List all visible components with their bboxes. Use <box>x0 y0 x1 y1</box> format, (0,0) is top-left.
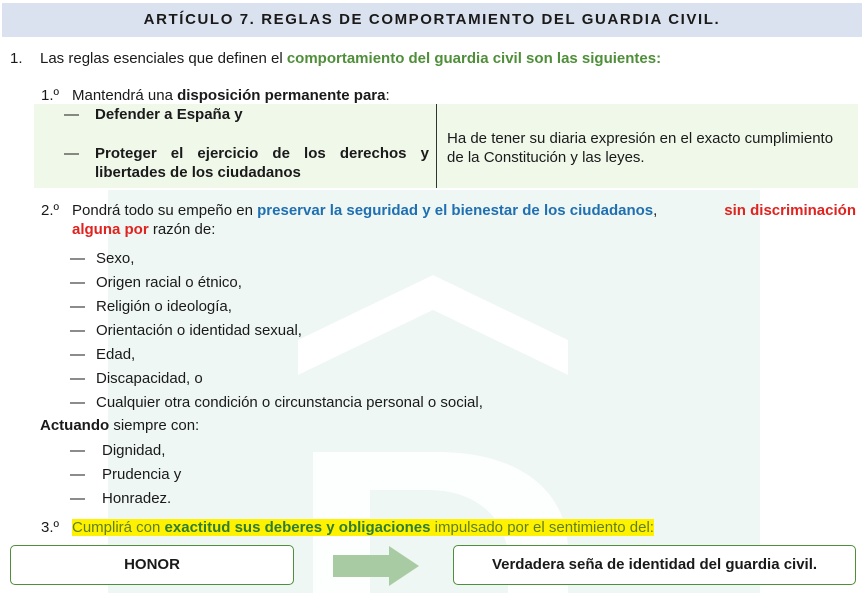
rule3-t3: del: <box>625 519 654 536</box>
value-item: — Dignidad, <box>70 442 166 459</box>
rule1-item-2: Proteger el ejercicio de los derechos y <box>95 145 429 162</box>
rule3-t2: impulsado por el sentimiento <box>430 519 626 536</box>
rule2-line-2 <box>72 221 215 238</box>
value-item: — Prudencia y <box>70 466 182 483</box>
rule3-t1: Cumplirá con <box>72 519 165 536</box>
intro-number: 1. <box>10 50 23 67</box>
intro-text: Las reglas esenciales que definen el <box>40 50 287 67</box>
rule3-number: 3.º <box>41 519 59 536</box>
rule2-number: 2.º <box>41 202 59 219</box>
rule2-line-1 <box>72 202 657 219</box>
list-item: — Cualquier otra condición o circunstancia personal o social, <box>70 394 483 411</box>
rule1-line <box>72 87 390 104</box>
rule2-red2: alguna por <box>72 221 149 238</box>
list-item: — Edad, <box>70 346 136 363</box>
intro-emphasis: comportamiento del guardia civil son las siguientes: <box>286 50 662 67</box>
arrow-right-icon <box>333 546 419 586</box>
panel-divider <box>436 104 437 188</box>
acting-rest: siempre con: <box>109 417 200 434</box>
identity-box: Verdadera seña de identidad del guardia civil. <box>453 545 856 585</box>
rule2-red1: sin discriminación <box>724 202 856 219</box>
rule2-text1: Pondrá todo su empeño en <box>72 202 258 219</box>
list-item: — Sexo, <box>70 250 135 267</box>
rule1-item-2b: libertades de los ciudadanos <box>95 164 301 181</box>
intro-line <box>40 50 661 67</box>
value-item: — Honradez. <box>70 490 172 507</box>
rule2-text2: razón de: <box>148 221 216 238</box>
list-item: — Origen racial o étnico, <box>70 274 242 291</box>
rule1-item-1: Defender a España y <box>95 106 243 123</box>
list-item: — Orientación o identidad sexual, <box>70 322 302 339</box>
rule1-number: 1.º <box>41 87 59 104</box>
rule1-emphasis: disposición permanente para <box>177 87 386 104</box>
acting-line <box>40 417 199 434</box>
rule1-note-1: Ha de tener su diaria expresión en el exacto cumplimiento <box>447 130 834 147</box>
rule1-text: Mantendrá una <box>72 87 178 104</box>
article-title: ARTÍCULO 7. REGLAS DE COMPORTAMIENTO DEL GUARDIA CIVIL. <box>2 3 862 37</box>
honor-box: HONOR <box>10 545 294 585</box>
rule1-dash-2: — <box>64 145 79 162</box>
list-item: — Discapacidad, o <box>70 370 203 387</box>
rule1-dash-1: — <box>64 106 79 123</box>
acting-bold: Actuando <box>40 417 110 434</box>
rule3-line <box>72 519 654 536</box>
list-item: — Religión o ideología, <box>70 298 232 315</box>
rule1-colon: : <box>385 87 390 104</box>
rule2-comma: , <box>653 202 658 219</box>
rule1-note-2: de la Constitución y las leyes. <box>447 149 645 166</box>
rule3-b1: exactitud sus deberes y obligaciones <box>164 519 431 536</box>
rule2-blue: preservar la seguridad y el bienestar de los ciudadanos <box>257 202 654 219</box>
